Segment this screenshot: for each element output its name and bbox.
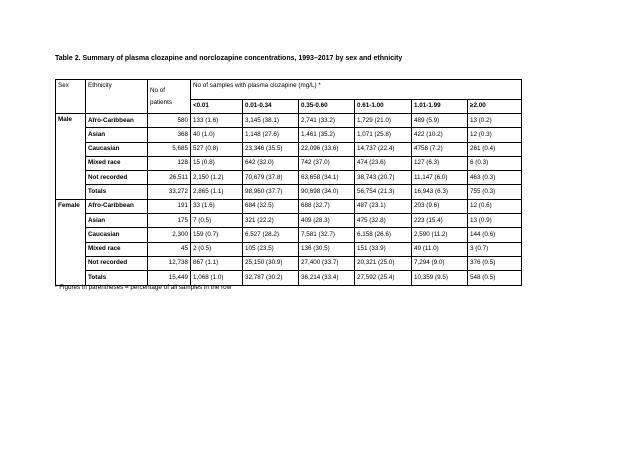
sample-count-cell: 6 (0.3) — [468, 156, 522, 170]
sample-count-cell: 7,294 (9.0) — [412, 256, 468, 270]
table-row — [56, 128, 522, 142]
sample-count-cell: 90,698 (34.0) — [299, 185, 355, 199]
patients-cell: 26,511 — [148, 171, 191, 185]
sample-count-cell: 376 (0.5) — [468, 256, 522, 270]
patients-cell: 12,738 — [148, 256, 191, 270]
sample-count-cell: 474 (23.6) — [355, 156, 412, 170]
sample-count-cell: 36,214 (33.4) — [299, 271, 355, 285]
sample-count-cell: 13 (0.9) — [468, 214, 522, 228]
table-row — [56, 242, 522, 256]
footnote: * Figures in parentheses = percentage of all samples in the row — [55, 284, 232, 291]
sample-count-cell: 16,943 (6.3) — [412, 185, 468, 199]
sample-count-cell: 10,359 (9.5) — [412, 271, 468, 285]
sample-count-cell: 11,147 (6.0) — [412, 171, 468, 185]
header-patients-line2: patients — [150, 98, 173, 106]
ethnicity-cell: Totals — [86, 271, 148, 285]
sample-count-cell: 2,590 (11.2) — [412, 228, 468, 242]
sample-count-cell: 4758 (7.2) — [412, 142, 468, 156]
header-no-of-patients — [148, 80, 191, 114]
header-sex: Sex — [56, 80, 86, 114]
sample-count-cell: 867 (1.1) — [191, 256, 243, 270]
sample-count-cell: 2,150 (1.2) — [191, 171, 243, 185]
patients-cell: 5,685 — [148, 142, 191, 156]
sample-count-cell: 1,729 (21.0) — [355, 114, 412, 128]
ethnicity-cell: Totals — [86, 185, 148, 199]
sample-count-cell: 12 (0.3) — [468, 128, 522, 142]
sample-count-cell: 321 (22.2) — [243, 214, 299, 228]
sample-count-cell: 56,754 (21.3) — [355, 185, 412, 199]
table-row — [56, 114, 522, 128]
patients-cell: 191 — [148, 199, 191, 213]
sample-count-cell: 1,461 (35.2) — [299, 128, 355, 142]
sample-count-cell: 136 (30.5) — [299, 242, 355, 256]
sample-count-cell: 15 (0.8) — [191, 156, 243, 170]
sample-count-cell: 13 (0.2) — [468, 114, 522, 128]
patients-cell: 33,272 — [148, 185, 191, 199]
sample-count-cell: 49 (11.0) — [412, 242, 468, 256]
sample-count-cell: 688 (32.7) — [299, 199, 355, 213]
sample-count-cell: 2,741 (33.2) — [299, 114, 355, 128]
sample-count-cell: 409 (28.3) — [299, 214, 355, 228]
sample-count-cell: 422 (10.2) — [412, 128, 468, 142]
table-row — [56, 256, 522, 270]
sample-count-cell: 463 (0.3) — [468, 171, 522, 185]
sample-count-cell: 487 (23.1) — [355, 199, 412, 213]
sample-count-cell: 742 (37.0) — [299, 156, 355, 170]
sample-count-cell: 27,400 (33.7) — [299, 256, 355, 270]
ethnicity-cell: Afro-Caribbean — [86, 199, 148, 213]
sample-count-cell: 25,150 (30.9) — [243, 256, 299, 270]
table-row — [56, 228, 522, 242]
sample-count-cell: 14,737 (22.4) — [355, 142, 412, 156]
header-samples-group: No of samples with plasma clozapine (mg/L) * — [191, 80, 522, 100]
patients-cell: 175 — [148, 214, 191, 228]
header-range-1: 0.01-0.34 — [243, 100, 299, 114]
sample-count-cell: 33 (1.6) — [191, 199, 243, 213]
sample-count-cell: 548 (0.5) — [468, 271, 522, 285]
header-range-0: <0.01 — [191, 100, 243, 114]
ethnicity-cell: Afro-Caribbean — [86, 114, 148, 128]
table-row — [56, 185, 522, 199]
table-row — [56, 142, 522, 156]
sample-count-cell: 22,096 (33.6) — [299, 142, 355, 156]
sex-cell: Female — [56, 199, 86, 285]
sample-count-cell: 105 (23.5) — [243, 242, 299, 256]
sample-count-cell: 144 (0.6) — [468, 228, 522, 242]
ethnicity-cell: Caucasian — [86, 142, 148, 156]
sample-count-cell: 223 (15.4) — [412, 214, 468, 228]
sample-count-cell: 203 (9.6) — [412, 199, 468, 213]
patients-cell: 45 — [148, 242, 191, 256]
ethnicity-cell: Asian — [86, 128, 148, 142]
ethnicity-cell: Mixed race — [86, 242, 148, 256]
table-caption: Table 2. Summary of plasma clozapine and norclozapine concentrations, 1993–2017 by sex and ethnicity — [55, 55, 403, 62]
patients-cell: 580 — [148, 114, 191, 128]
sample-count-cell: 2 (0.5) — [191, 242, 243, 256]
sample-count-cell: 7,581 (32.7) — [299, 228, 355, 242]
clozapine-summary-table — [55, 79, 522, 286]
ethnicity-cell: Not recorded — [86, 171, 148, 185]
table-row — [56, 171, 522, 185]
sample-count-cell: 159 (0.7) — [191, 228, 243, 242]
header-ethnicity: Ethnicity — [86, 80, 148, 114]
sample-count-cell: 98,960 (37.7) — [243, 185, 299, 199]
ethnicity-cell: Mixed race — [86, 156, 148, 170]
table-row — [56, 199, 522, 213]
ethnicity-cell: Not recorded — [86, 256, 148, 270]
sample-count-cell: 127 (6.3) — [412, 156, 468, 170]
header-range-5: ≥2.00 — [468, 100, 522, 114]
header-range-4: 1.01-1.99 — [412, 100, 468, 114]
table-row — [56, 271, 522, 285]
sample-count-cell: 1,068 (1.0) — [191, 271, 243, 285]
sex-cell: Male — [56, 114, 86, 200]
sample-count-cell: 1,148 (27.6) — [243, 128, 299, 142]
patients-cell: 2,300 — [148, 228, 191, 242]
sample-count-cell: 20,321 (25.0) — [355, 256, 412, 270]
patients-cell: 15,449 — [148, 271, 191, 285]
sample-count-cell: 6,527 (28.2) — [243, 228, 299, 242]
table-row — [56, 214, 522, 228]
sample-count-cell: 2,865 (1.1) — [191, 185, 243, 199]
sample-count-cell: 489 (5.9) — [412, 114, 468, 128]
sample-count-cell: 133 (1.6) — [191, 114, 243, 128]
sample-count-cell: 6,158 (26.6) — [355, 228, 412, 242]
sample-count-cell: 12 (0.6) — [468, 199, 522, 213]
sample-count-cell: 642 (32.0) — [243, 156, 299, 170]
header-patients-line1: No of — [150, 86, 166, 94]
sample-count-cell: 32,787 (30.2) — [243, 271, 299, 285]
sample-count-cell: 151 (33.9) — [355, 242, 412, 256]
header-range-3: 0.61-1.00 — [355, 100, 412, 114]
sample-count-cell: 261 (0.4) — [468, 142, 522, 156]
sample-count-cell: 3,145 (38.1) — [243, 114, 299, 128]
ethnicity-cell: Caucasian — [86, 228, 148, 242]
sample-count-cell: 38,743 (20.7) — [355, 171, 412, 185]
sample-count-cell: 1,071 (25.8) — [355, 128, 412, 142]
table-row — [56, 156, 522, 170]
patients-cell: 128 — [148, 156, 191, 170]
sample-count-cell: 475 (32.8) — [355, 214, 412, 228]
sample-count-cell: 527 (0.8) — [191, 142, 243, 156]
sample-count-cell: 63,658 (34.1) — [299, 171, 355, 185]
sample-count-cell: 755 (0.3) — [468, 185, 522, 199]
sample-count-cell: 7 (0.5) — [191, 214, 243, 228]
ethnicity-cell: Asian — [86, 214, 148, 228]
sample-count-cell: 70,679 (37.8) — [243, 171, 299, 185]
patients-cell: 368 — [148, 128, 191, 142]
sample-count-cell: 27,592 (25.4) — [355, 271, 412, 285]
sample-count-cell: 40 (1.0) — [191, 128, 243, 142]
sample-count-cell: 684 (32.5) — [243, 199, 299, 213]
sample-count-cell: 3 (0.7) — [468, 242, 522, 256]
header-range-2: 0.35-0.60 — [299, 100, 355, 114]
header-row — [56, 80, 522, 100]
sample-count-cell: 23,346 (35.5) — [243, 142, 299, 156]
